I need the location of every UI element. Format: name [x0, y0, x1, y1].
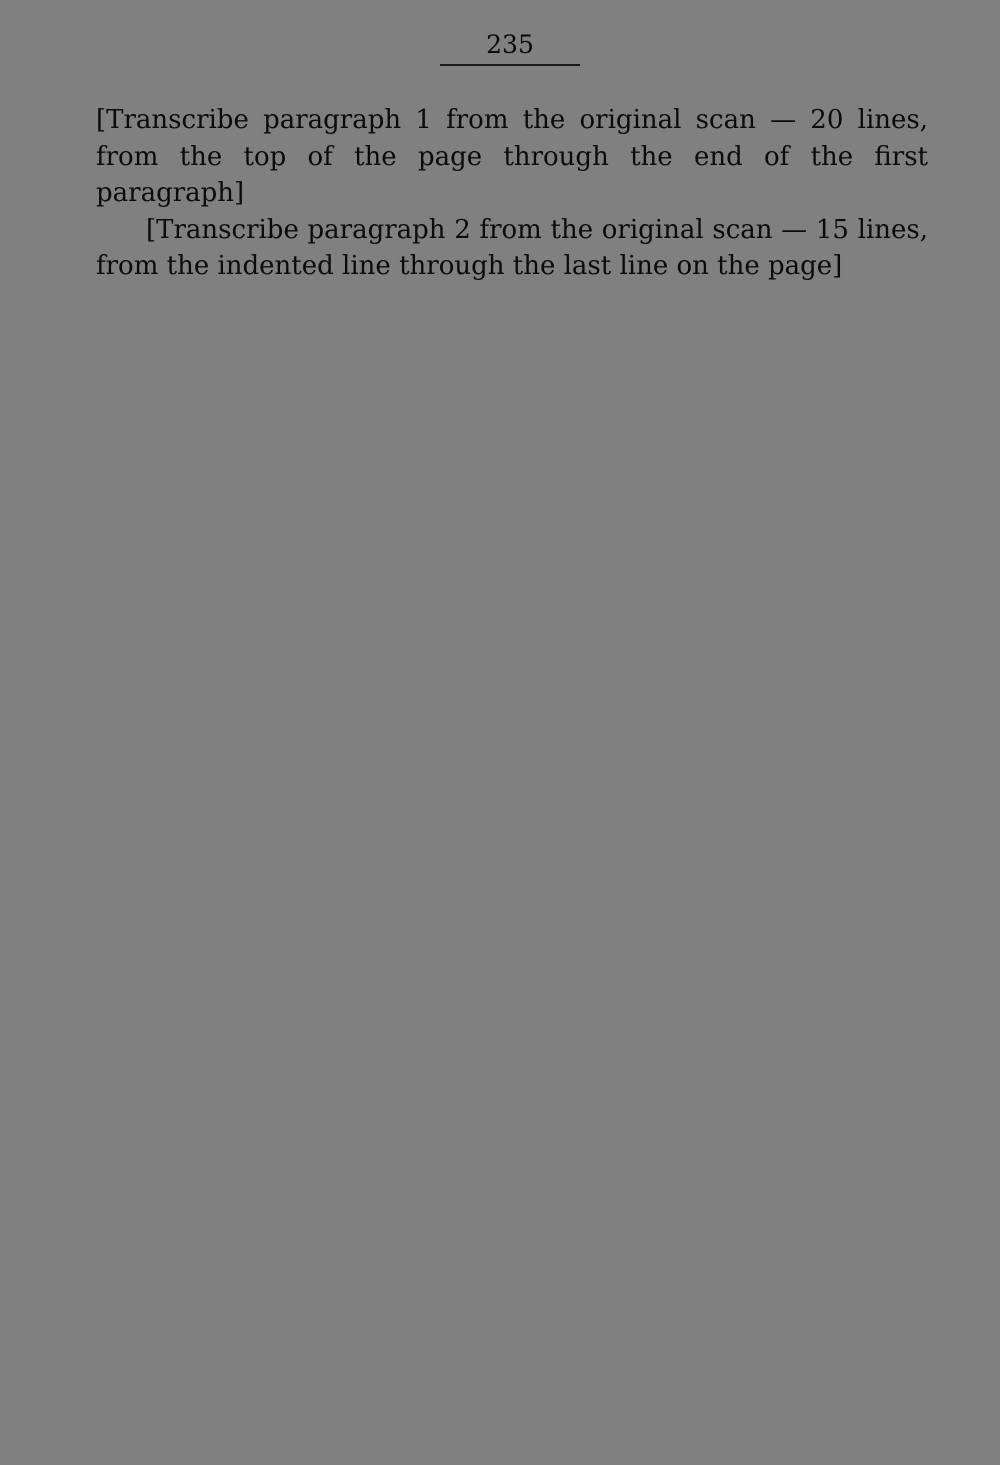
body-text: [96, 102, 937, 285]
paragraph-1: [96, 102, 937, 212]
paragraph-1-text: [Transcribe paragraph 1 from the original scan — 20 lines, from the top of the page through the end of the first paragraph]: [96, 105, 937, 209]
paragraph-2-text: [Transcribe paragraph 2 from the original scan — 15 lines, from the indented line through the last line on the page]: [96, 214, 937, 282]
paragraph-2: [96, 212, 937, 285]
page-number: 235: [486, 30, 534, 59]
page-number-rule: [440, 64, 580, 66]
